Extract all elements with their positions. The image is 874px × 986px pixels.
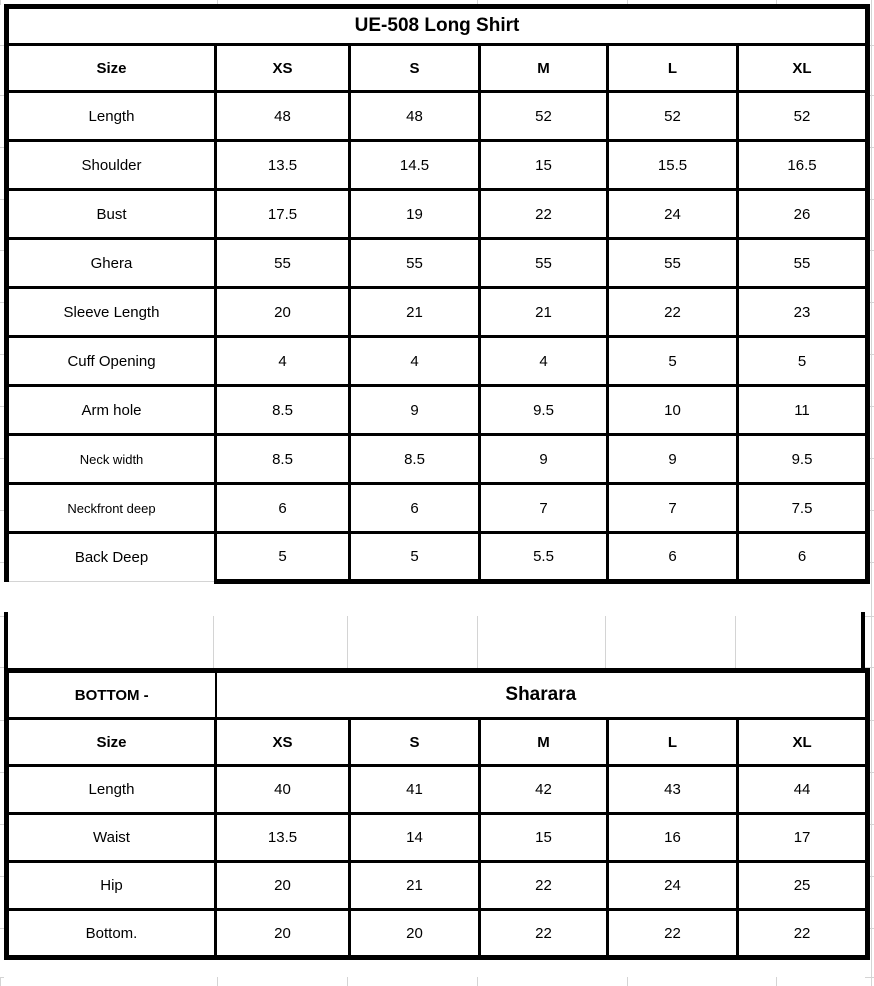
value-cell: 4 (480, 337, 608, 386)
row-label: Hip (7, 862, 216, 910)
value-cell: 5 (350, 533, 480, 582)
gridline (347, 977, 348, 986)
value-cell: 55 (608, 239, 738, 288)
column-header: XL (738, 719, 868, 766)
gridline (735, 616, 736, 669)
row-label: Cuff Opening (7, 337, 216, 386)
value-cell: 22 (608, 288, 738, 337)
row-label: Bottom. (7, 910, 216, 958)
gridline (627, 977, 628, 986)
value-cell: 9 (350, 386, 480, 435)
column-header: L (608, 45, 738, 92)
table-row (7, 484, 868, 533)
value-cell: 44 (738, 766, 868, 814)
value-cell: 6 (738, 533, 868, 582)
table-row (7, 92, 868, 141)
value-cell: 22 (738, 910, 868, 958)
value-cell: 55 (350, 239, 480, 288)
value-cell: 20 (216, 288, 350, 337)
value-cell: 52 (608, 92, 738, 141)
value-cell: 20 (350, 910, 480, 958)
row-label: Shoulder (7, 141, 216, 190)
table-row (7, 337, 868, 386)
value-cell: 6 (350, 484, 480, 533)
table-row (7, 766, 868, 814)
table-row (7, 386, 868, 435)
value-cell: 7 (608, 484, 738, 533)
value-cell: 13.5 (216, 814, 350, 862)
bottom-section-label: BOTTOM - (7, 671, 216, 719)
value-cell: 11 (738, 386, 868, 435)
table-row (7, 7, 868, 45)
table-row (7, 910, 868, 958)
value-cell: 55 (738, 239, 868, 288)
gridline (213, 616, 214, 669)
value-cell: 15 (480, 141, 608, 190)
gridline (347, 616, 348, 669)
value-cell: 15.5 (608, 141, 738, 190)
value-cell: 14.5 (350, 141, 480, 190)
value-cell: 10 (608, 386, 738, 435)
table-row (7, 533, 868, 582)
value-cell: 9.5 (738, 435, 868, 484)
value-cell: 48 (350, 92, 480, 141)
table-row (7, 239, 868, 288)
value-cell: 22 (480, 190, 608, 239)
value-cell: 52 (738, 92, 868, 141)
shirt-table-title: UE-508 Long Shirt (7, 7, 868, 45)
value-cell: 7 (480, 484, 608, 533)
value-cell: 55 (480, 239, 608, 288)
gridline (865, 616, 874, 617)
gridline (217, 977, 218, 986)
table-row (7, 719, 868, 766)
value-cell: 15 (480, 814, 608, 862)
value-cell: 20 (216, 862, 350, 910)
gridline (0, 0, 1, 5)
column-header: M (480, 45, 608, 92)
column-header: XS (216, 719, 350, 766)
gridline (605, 616, 606, 669)
column-header: Size (7, 45, 216, 92)
value-cell: 16 (608, 814, 738, 862)
row-label: Length (7, 766, 216, 814)
value-cell: 13.5 (216, 141, 350, 190)
column-header: L (608, 719, 738, 766)
row-label: Waist (7, 814, 216, 862)
value-cell: 5 (216, 533, 350, 582)
value-cell: 22 (480, 862, 608, 910)
value-cell: 43 (608, 766, 738, 814)
value-cell: 14 (350, 814, 480, 862)
table-row (7, 190, 868, 239)
value-cell: 52 (480, 92, 608, 141)
value-cell: 41 (350, 766, 480, 814)
outer-border-left-segment (4, 612, 8, 672)
table-row (7, 862, 868, 910)
row-label: Neckfront deep (7, 484, 216, 533)
gridline (0, 977, 1, 986)
outer-border-right-segment (861, 612, 865, 672)
value-cell: 21 (350, 288, 480, 337)
column-header: XL (738, 45, 868, 92)
column-header: M (480, 719, 608, 766)
value-cell: 4 (350, 337, 480, 386)
value-cell: 9 (608, 435, 738, 484)
row-label: Length (7, 92, 216, 141)
value-cell: 48 (216, 92, 350, 141)
value-cell: 16.5 (738, 141, 868, 190)
value-cell: 7.5 (738, 484, 868, 533)
value-cell: 8.5 (216, 386, 350, 435)
bottom-table-title: Sharara (216, 671, 868, 719)
table-row (7, 45, 868, 92)
value-cell: 8.5 (350, 435, 480, 484)
column-header: S (350, 719, 480, 766)
value-cell: 24 (608, 862, 738, 910)
column-header: S (350, 45, 480, 92)
table-row (7, 435, 868, 484)
table-row (7, 814, 868, 862)
value-cell: 21 (350, 862, 480, 910)
value-cell: 42 (480, 766, 608, 814)
value-cell: 40 (216, 766, 350, 814)
value-cell: 55 (216, 239, 350, 288)
value-cell: 19 (350, 190, 480, 239)
table-row (7, 288, 868, 337)
gridline (477, 977, 478, 986)
value-cell: 17.5 (216, 190, 350, 239)
value-cell: 17 (738, 814, 868, 862)
value-cell: 5 (608, 337, 738, 386)
value-cell: 4 (216, 337, 350, 386)
value-cell: 20 (216, 910, 350, 958)
value-cell: 22 (480, 910, 608, 958)
value-cell: 9 (480, 435, 608, 484)
row-label: Ghera (7, 239, 216, 288)
value-cell: 5 (738, 337, 868, 386)
table-row (7, 141, 868, 190)
gridline (776, 977, 777, 986)
column-header: Size (7, 719, 216, 766)
shirt-size-table (4, 4, 870, 584)
value-cell: 22 (608, 910, 738, 958)
table-row (7, 671, 868, 719)
value-cell: 25 (738, 862, 868, 910)
row-label: Arm hole (7, 386, 216, 435)
column-header: XS (216, 45, 350, 92)
gridline (0, 977, 4, 978)
row-label: Sleeve Length (7, 288, 216, 337)
value-cell: 8.5 (216, 435, 350, 484)
gridline (865, 977, 874, 978)
row-label: Back Deep (7, 533, 216, 582)
value-cell: 21 (480, 288, 608, 337)
row-label: Neck width (7, 435, 216, 484)
bottom-size-table (4, 668, 870, 960)
value-cell: 23 (738, 288, 868, 337)
value-cell: 26 (738, 190, 868, 239)
gridline (477, 616, 478, 669)
value-cell: 6 (216, 484, 350, 533)
value-cell: 24 (608, 190, 738, 239)
value-cell: 9.5 (480, 386, 608, 435)
value-cell: 6 (608, 533, 738, 582)
row-label: Bust (7, 190, 216, 239)
value-cell: 5.5 (480, 533, 608, 582)
